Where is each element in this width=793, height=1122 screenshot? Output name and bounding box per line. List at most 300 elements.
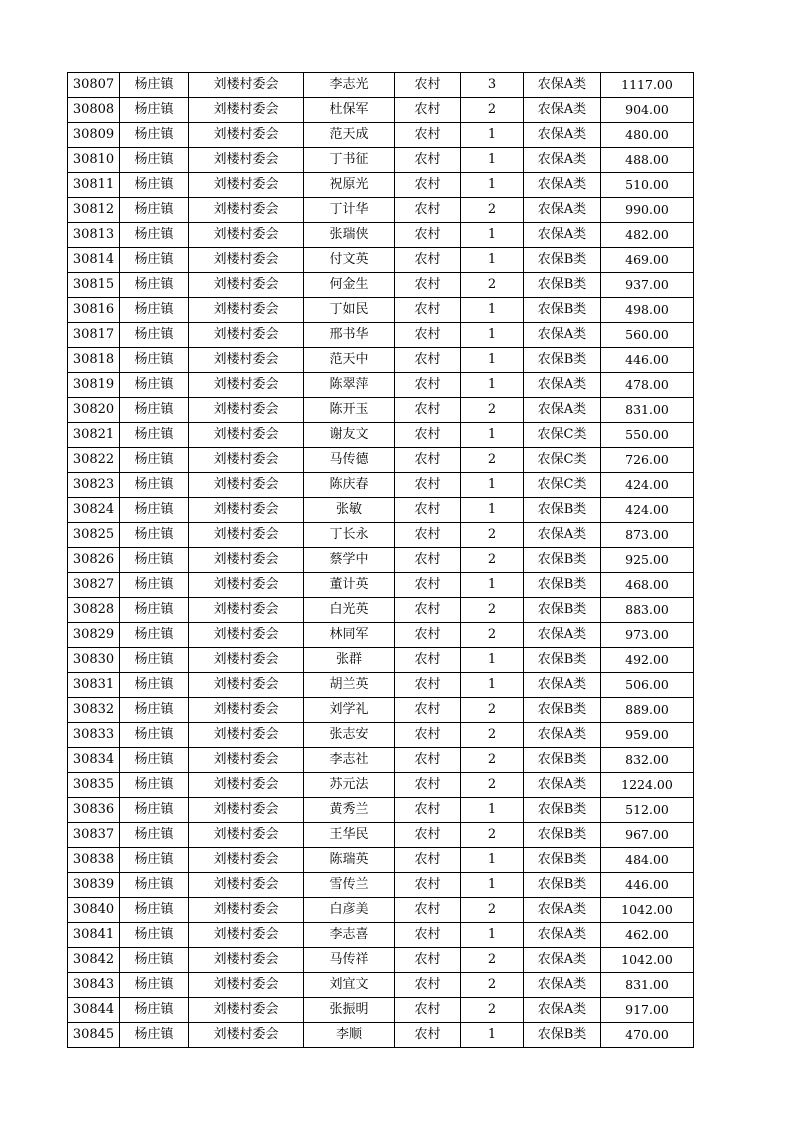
table-row (68, 173, 694, 198)
town-cell: 杨庄镇 (120, 673, 189, 698)
amount-cell: 973.00 (601, 623, 694, 648)
amount-cell: 468.00 (601, 573, 694, 598)
village-cell: 刘楼村委会 (189, 848, 304, 873)
amount-cell: 1224.00 (601, 773, 694, 798)
village-cell: 刘楼村委会 (189, 948, 304, 973)
amount-cell: 446.00 (601, 873, 694, 898)
table-row (68, 1023, 694, 1048)
name-cell: 范天成 (304, 123, 395, 148)
amount-cell: 498.00 (601, 298, 694, 323)
category-cell: 农保A类 (524, 923, 601, 948)
name-cell: 付文英 (304, 248, 395, 273)
type-cell: 农村 (395, 548, 461, 573)
town-cell: 杨庄镇 (120, 523, 189, 548)
type-cell: 农村 (395, 573, 461, 598)
amount-cell: 883.00 (601, 598, 694, 623)
village-cell: 刘楼村委会 (189, 473, 304, 498)
village-cell: 刘楼村委会 (189, 148, 304, 173)
village-cell: 刘楼村委会 (189, 173, 304, 198)
type-cell: 农村 (395, 623, 461, 648)
id-cell: 30839 (68, 873, 120, 898)
type-cell: 农村 (395, 848, 461, 873)
name-cell: 范天中 (304, 348, 395, 373)
amount-cell: 424.00 (601, 498, 694, 523)
id-cell: 30823 (68, 473, 120, 498)
id-cell: 30821 (68, 423, 120, 448)
table-row (68, 223, 694, 248)
town-cell: 杨庄镇 (120, 773, 189, 798)
village-cell: 刘楼村委会 (189, 398, 304, 423)
count-cell: 2 (461, 198, 524, 223)
name-cell: 董计英 (304, 573, 395, 598)
amount-cell: 873.00 (601, 523, 694, 548)
town-cell: 杨庄镇 (120, 573, 189, 598)
type-cell: 农村 (395, 223, 461, 248)
name-cell: 白光英 (304, 598, 395, 623)
table-row (68, 448, 694, 473)
village-cell: 刘楼村委会 (189, 648, 304, 673)
village-cell: 刘楼村委会 (189, 748, 304, 773)
town-cell: 杨庄镇 (120, 173, 189, 198)
type-cell: 农村 (395, 973, 461, 998)
amount-cell: 488.00 (601, 148, 694, 173)
category-cell: 农保B类 (524, 1023, 601, 1048)
name-cell: 白彦美 (304, 898, 395, 923)
amount-cell: 889.00 (601, 698, 694, 723)
category-cell: 农保B类 (524, 273, 601, 298)
table-row (68, 748, 694, 773)
town-cell: 杨庄镇 (120, 1023, 189, 1048)
id-cell: 30813 (68, 223, 120, 248)
category-cell: 农保B类 (524, 498, 601, 523)
town-cell: 杨庄镇 (120, 148, 189, 173)
table-row (68, 848, 694, 873)
category-cell: 农保B类 (524, 248, 601, 273)
amount-cell: 424.00 (601, 473, 694, 498)
amount-cell: 560.00 (601, 323, 694, 348)
id-cell: 30810 (68, 148, 120, 173)
category-cell: 农保B类 (524, 698, 601, 723)
type-cell: 农村 (395, 198, 461, 223)
name-cell: 陈瑞英 (304, 848, 395, 873)
type-cell: 农村 (395, 798, 461, 823)
table-row (68, 248, 694, 273)
town-cell: 杨庄镇 (120, 223, 189, 248)
name-cell: 张敏 (304, 498, 395, 523)
name-cell: 李志喜 (304, 923, 395, 948)
table-row (68, 548, 694, 573)
id-cell: 30811 (68, 173, 120, 198)
town-cell: 杨庄镇 (120, 898, 189, 923)
type-cell: 农村 (395, 773, 461, 798)
name-cell: 蔡学中 (304, 548, 395, 573)
count-cell: 2 (461, 823, 524, 848)
amount-cell: 446.00 (601, 348, 694, 373)
id-cell: 30812 (68, 198, 120, 223)
village-cell: 刘楼村委会 (189, 423, 304, 448)
town-cell: 杨庄镇 (120, 873, 189, 898)
town-cell: 杨庄镇 (120, 273, 189, 298)
category-cell: 农保B类 (524, 798, 601, 823)
type-cell: 农村 (395, 73, 461, 98)
count-cell: 1 (461, 1023, 524, 1048)
category-cell: 农保B类 (524, 848, 601, 873)
category-cell: 农保B类 (524, 548, 601, 573)
village-cell: 刘楼村委会 (189, 598, 304, 623)
name-cell: 陈翠萍 (304, 373, 395, 398)
amount-cell: 482.00 (601, 223, 694, 248)
amount-cell: 831.00 (601, 398, 694, 423)
count-cell: 2 (461, 523, 524, 548)
count-cell: 1 (461, 573, 524, 598)
town-cell: 杨庄镇 (120, 98, 189, 123)
category-cell: 农保A类 (524, 673, 601, 698)
category-cell: 农保C类 (524, 423, 601, 448)
count-cell: 2 (461, 448, 524, 473)
id-cell: 30831 (68, 673, 120, 698)
id-cell: 30825 (68, 523, 120, 548)
id-cell: 30820 (68, 398, 120, 423)
town-cell: 杨庄镇 (120, 623, 189, 648)
name-cell: 雪传兰 (304, 873, 395, 898)
name-cell: 陈庆春 (304, 473, 395, 498)
village-cell: 刘楼村委会 (189, 923, 304, 948)
type-cell: 农村 (395, 98, 461, 123)
amount-cell: 550.00 (601, 423, 694, 448)
id-cell: 30822 (68, 448, 120, 473)
count-cell: 2 (461, 623, 524, 648)
table-row (68, 873, 694, 898)
table-row (68, 473, 694, 498)
table-row (68, 673, 694, 698)
category-cell: 农保A类 (524, 998, 601, 1023)
type-cell: 农村 (395, 648, 461, 673)
table-row (68, 648, 694, 673)
category-cell: 农保A类 (524, 948, 601, 973)
amount-cell: 492.00 (601, 648, 694, 673)
type-cell: 农村 (395, 598, 461, 623)
id-cell: 30834 (68, 748, 120, 773)
table-row (68, 898, 694, 923)
village-cell: 刘楼村委会 (189, 248, 304, 273)
town-cell: 杨庄镇 (120, 748, 189, 773)
count-cell: 1 (461, 798, 524, 823)
count-cell: 1 (461, 648, 524, 673)
type-cell: 农村 (395, 123, 461, 148)
id-cell: 30826 (68, 548, 120, 573)
village-cell: 刘楼村委会 (189, 198, 304, 223)
village-cell: 刘楼村委会 (189, 273, 304, 298)
table-row (68, 823, 694, 848)
count-cell: 3 (461, 73, 524, 98)
village-cell: 刘楼村委会 (189, 873, 304, 898)
town-cell: 杨庄镇 (120, 823, 189, 848)
count-cell: 1 (461, 123, 524, 148)
village-cell: 刘楼村委会 (189, 773, 304, 798)
count-cell: 1 (461, 248, 524, 273)
type-cell: 农村 (395, 323, 461, 348)
town-cell: 杨庄镇 (120, 373, 189, 398)
town-cell: 杨庄镇 (120, 973, 189, 998)
type-cell: 农村 (395, 423, 461, 448)
table-row (68, 573, 694, 598)
table-row (68, 698, 694, 723)
count-cell: 2 (461, 548, 524, 573)
id-cell: 30833 (68, 723, 120, 748)
name-cell: 李志光 (304, 73, 395, 98)
table-row (68, 973, 694, 998)
name-cell: 刘宜文 (304, 973, 395, 998)
count-cell: 1 (461, 473, 524, 498)
table-row (68, 98, 694, 123)
id-cell: 30828 (68, 598, 120, 623)
town-cell: 杨庄镇 (120, 923, 189, 948)
name-cell: 丁如民 (304, 298, 395, 323)
amount-cell: 917.00 (601, 998, 694, 1023)
name-cell: 谢友文 (304, 423, 395, 448)
count-cell: 2 (461, 698, 524, 723)
table-row (68, 273, 694, 298)
village-cell: 刘楼村委会 (189, 623, 304, 648)
table-row (68, 598, 694, 623)
type-cell: 农村 (395, 523, 461, 548)
amount-cell: 831.00 (601, 973, 694, 998)
id-cell: 30824 (68, 498, 120, 523)
village-cell: 刘楼村委会 (189, 348, 304, 373)
town-cell: 杨庄镇 (120, 448, 189, 473)
table-body (68, 73, 694, 1048)
count-cell: 1 (461, 173, 524, 198)
amount-cell: 1042.00 (601, 898, 694, 923)
type-cell: 农村 (395, 273, 461, 298)
town-cell: 杨庄镇 (120, 123, 189, 148)
table-row (68, 373, 694, 398)
type-cell: 农村 (395, 898, 461, 923)
count-cell: 1 (461, 673, 524, 698)
type-cell: 农村 (395, 398, 461, 423)
amount-cell: 925.00 (601, 548, 694, 573)
category-cell: 农保A类 (524, 198, 601, 223)
name-cell: 林同军 (304, 623, 395, 648)
amount-cell: 484.00 (601, 848, 694, 873)
village-cell: 刘楼村委会 (189, 498, 304, 523)
village-cell: 刘楼村委会 (189, 373, 304, 398)
village-cell: 刘楼村委会 (189, 73, 304, 98)
village-cell: 刘楼村委会 (189, 323, 304, 348)
town-cell: 杨庄镇 (120, 298, 189, 323)
count-cell: 1 (461, 148, 524, 173)
type-cell: 农村 (395, 923, 461, 948)
town-cell: 杨庄镇 (120, 648, 189, 673)
town-cell: 杨庄镇 (120, 248, 189, 273)
table-row (68, 523, 694, 548)
name-cell: 丁长永 (304, 523, 395, 548)
type-cell: 农村 (395, 748, 461, 773)
town-cell: 杨庄镇 (120, 998, 189, 1023)
id-cell: 30827 (68, 573, 120, 598)
table-row (68, 298, 694, 323)
id-cell: 30840 (68, 898, 120, 923)
count-cell: 1 (461, 298, 524, 323)
id-cell: 30837 (68, 823, 120, 848)
village-cell: 刘楼村委会 (189, 798, 304, 823)
town-cell: 杨庄镇 (120, 698, 189, 723)
type-cell: 农村 (395, 148, 461, 173)
category-cell: 农保A类 (524, 523, 601, 548)
id-cell: 30841 (68, 923, 120, 948)
category-cell: 农保B类 (524, 748, 601, 773)
village-cell: 刘楼村委会 (189, 698, 304, 723)
count-cell: 2 (461, 898, 524, 923)
count-cell: 1 (461, 223, 524, 248)
type-cell: 农村 (395, 998, 461, 1023)
village-cell: 刘楼村委会 (189, 523, 304, 548)
name-cell: 张振明 (304, 998, 395, 1023)
name-cell: 何金生 (304, 273, 395, 298)
name-cell: 王华民 (304, 823, 395, 848)
category-cell: 农保B类 (524, 298, 601, 323)
town-cell: 杨庄镇 (120, 198, 189, 223)
amount-cell: 1117.00 (601, 73, 694, 98)
category-cell: 农保A类 (524, 773, 601, 798)
amount-cell: 512.00 (601, 798, 694, 823)
id-cell: 30838 (68, 848, 120, 873)
category-cell: 农保A类 (524, 898, 601, 923)
count-cell: 1 (461, 348, 524, 373)
id-cell: 30814 (68, 248, 120, 273)
name-cell: 丁计华 (304, 198, 395, 223)
type-cell: 农村 (395, 1023, 461, 1048)
id-cell: 30843 (68, 973, 120, 998)
amount-cell: 478.00 (601, 373, 694, 398)
town-cell: 杨庄镇 (120, 548, 189, 573)
town-cell: 杨庄镇 (120, 398, 189, 423)
count-cell: 2 (461, 273, 524, 298)
town-cell: 杨庄镇 (120, 323, 189, 348)
amount-cell: 904.00 (601, 98, 694, 123)
name-cell: 李顺 (304, 1023, 395, 1048)
count-cell: 2 (461, 398, 524, 423)
table-row (68, 798, 694, 823)
table-row (68, 723, 694, 748)
type-cell: 农村 (395, 948, 461, 973)
table-row (68, 398, 694, 423)
category-cell: 农保A类 (524, 398, 601, 423)
village-cell: 刘楼村委会 (189, 448, 304, 473)
id-cell: 30842 (68, 948, 120, 973)
name-cell: 杜保军 (304, 98, 395, 123)
name-cell: 张群 (304, 648, 395, 673)
category-cell: 农保A类 (524, 223, 601, 248)
town-cell: 杨庄镇 (120, 498, 189, 523)
category-cell: 农保A类 (524, 973, 601, 998)
count-cell: 2 (461, 723, 524, 748)
name-cell: 黄秀兰 (304, 798, 395, 823)
category-cell: 农保B类 (524, 823, 601, 848)
table-row (68, 923, 694, 948)
category-cell: 农保B类 (524, 873, 601, 898)
id-cell: 30815 (68, 273, 120, 298)
amount-cell: 462.00 (601, 923, 694, 948)
village-cell: 刘楼村委会 (189, 548, 304, 573)
town-cell: 杨庄镇 (120, 848, 189, 873)
type-cell: 农村 (395, 298, 461, 323)
amount-cell: 469.00 (601, 248, 694, 273)
table-row (68, 348, 694, 373)
village-cell: 刘楼村委会 (189, 573, 304, 598)
id-cell: 30808 (68, 98, 120, 123)
category-cell: 农保B类 (524, 598, 601, 623)
count-cell: 1 (461, 323, 524, 348)
amount-cell: 959.00 (601, 723, 694, 748)
name-cell: 胡兰英 (304, 673, 395, 698)
village-cell: 刘楼村委会 (189, 998, 304, 1023)
count-cell: 2 (461, 998, 524, 1023)
category-cell: 农保A类 (524, 723, 601, 748)
id-cell: 30809 (68, 123, 120, 148)
category-cell: 农保B类 (524, 348, 601, 373)
id-cell: 30816 (68, 298, 120, 323)
table-row (68, 148, 694, 173)
name-cell: 张志安 (304, 723, 395, 748)
category-cell: 农保A类 (524, 73, 601, 98)
village-cell: 刘楼村委会 (189, 823, 304, 848)
type-cell: 农村 (395, 823, 461, 848)
count-cell: 2 (461, 973, 524, 998)
name-cell: 邢书华 (304, 323, 395, 348)
id-cell: 30835 (68, 773, 120, 798)
records-table (67, 72, 694, 1048)
village-cell: 刘楼村委会 (189, 298, 304, 323)
type-cell: 农村 (395, 248, 461, 273)
type-cell: 农村 (395, 673, 461, 698)
table-row (68, 498, 694, 523)
name-cell: 李志社 (304, 748, 395, 773)
town-cell: 杨庄镇 (120, 473, 189, 498)
village-cell: 刘楼村委会 (189, 1023, 304, 1048)
name-cell: 马传祥 (304, 948, 395, 973)
table-row (68, 198, 694, 223)
amount-cell: 937.00 (601, 273, 694, 298)
table-row (68, 998, 694, 1023)
count-cell: 2 (461, 748, 524, 773)
id-cell: 30844 (68, 998, 120, 1023)
amount-cell: 832.00 (601, 748, 694, 773)
category-cell: 农保A类 (524, 123, 601, 148)
category-cell: 农保A类 (524, 373, 601, 398)
type-cell: 农村 (395, 723, 461, 748)
id-cell: 30830 (68, 648, 120, 673)
category-cell: 农保A类 (524, 173, 601, 198)
category-cell: 农保A类 (524, 323, 601, 348)
name-cell: 祝原光 (304, 173, 395, 198)
amount-cell: 726.00 (601, 448, 694, 473)
village-cell: 刘楼村委会 (189, 723, 304, 748)
amount-cell: 967.00 (601, 823, 694, 848)
town-cell: 杨庄镇 (120, 423, 189, 448)
town-cell: 杨庄镇 (120, 798, 189, 823)
count-cell: 1 (461, 923, 524, 948)
type-cell: 农村 (395, 373, 461, 398)
amount-cell: 990.00 (601, 198, 694, 223)
table-row (68, 623, 694, 648)
amount-cell: 1042.00 (601, 948, 694, 973)
category-cell: 农保C类 (524, 448, 601, 473)
name-cell: 马传德 (304, 448, 395, 473)
table-row (68, 323, 694, 348)
id-cell: 30832 (68, 698, 120, 723)
id-cell: 30818 (68, 348, 120, 373)
